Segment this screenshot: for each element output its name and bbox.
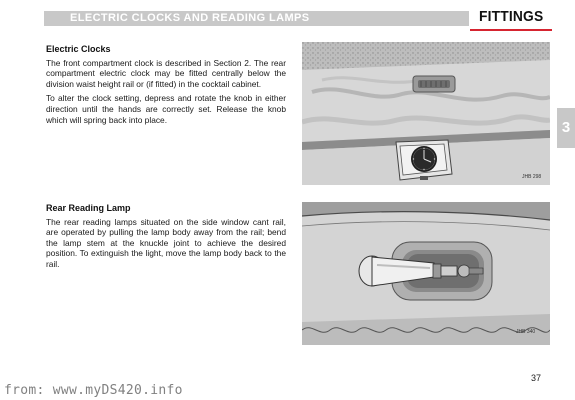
- accent-rule: [470, 29, 552, 31]
- section-tab: 3: [557, 108, 575, 148]
- page-number: 37: [531, 373, 542, 383]
- electric-clocks-heading: Electric Clocks: [46, 44, 111, 54]
- chapter-title: FITTINGS: [479, 8, 544, 25]
- electric-clocks-para-2: To alter the clock setting, depress and rotate the knob in either direction until the hands are correctly set. Release the knob which will spring back into place.: [46, 93, 286, 125]
- clock-figure-ref: JHB 298: [522, 174, 542, 180]
- reading-lamp-heading: Rear Reading Lamp: [46, 203, 131, 213]
- electric-clocks-section: [46, 44, 286, 129]
- section-header-bar: [44, 11, 469, 26]
- clock-illustration: [302, 42, 550, 185]
- watermark-text: from: www.myDS420.info: [4, 383, 183, 398]
- reading-lamp-section: [46, 203, 286, 274]
- reading-lamp-drawing: [302, 202, 550, 345]
- clock-drawing: [302, 42, 550, 185]
- reading-lamp-illustration: [302, 202, 550, 345]
- lamp-figure-ref: JHB 340: [516, 329, 536, 335]
- reading-lamp-para: The rear reading lamps situated on the side window cant rail, are operated by pulling the lamp body away from the rail; bend the lamp stem at the knuckle joint to achieve the desired position. To extinguish the light, move the lamp body back to the rail.: [46, 216, 286, 269]
- electric-clocks-para-1: The front compartment clock is described in Section 2. The rear compartment electric clock may be fitted centrally below the division waist height rail or (if fitted) in the cocktail cabinet.: [46, 57, 286, 89]
- section-title: ELECTRIC CLOCKS AND READING LAMPS: [70, 12, 310, 24]
